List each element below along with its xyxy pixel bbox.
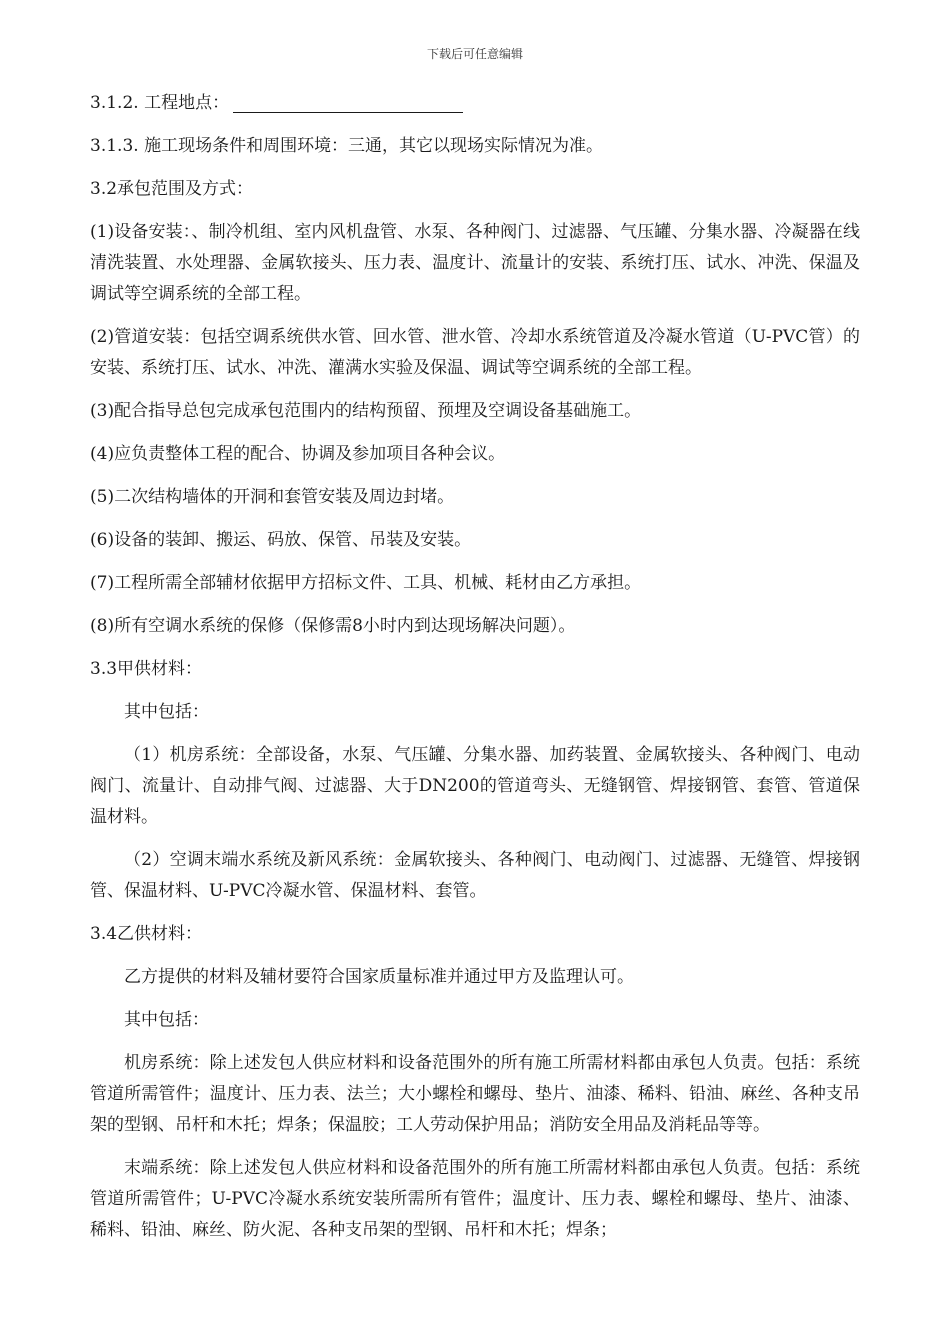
scope-item-2: (2)管道安装：包括空调系统供水管、回水管、泄水管、冷却水系统管道及冷凝水管道（U-PVC管）的安装、系统打压、试水、冲洗、灌满水实验及保温、调试等空调系统的全部工程。 — [90, 327, 860, 378]
scope-item-7: (7)工程所需全部辅材依据甲方招标文件、工具、机械、耗材由乙方承担。 — [90, 573, 642, 593]
scope-item-3: (3)配合指导总包完成承包范围内的结构预留、预埋及空调设备基础施工。 — [90, 401, 642, 421]
contractor-materials-terminal: 末端系统：除上述发包人供应材料和设备范围外的所有施工所需材料都由承包人负责。包括：系统管道所需管件；U-PVC冷凝水系统安装所需所有管件；温度计、压力表、螺栓和螺母、垫片、油漆、稀料、铅油、麻丝、防火泥、各种支吊架的型钢、吊杆和木托；焊条； — [90, 1158, 860, 1240]
owner-materials-item-2: （2）空调末端水系统及新风系统：金属软接头、各种阀门、电动阀门、过滤器、无缝管、焊接钢管、保温材料、U-PVC冷凝水管、保温材料、套管。 — [90, 850, 860, 901]
owner-materials-item-1: （1）机房系统：全部设备，水泵、气压罐、分集水器、加药装置、金属软接头、各种阀门、电动阀门、流量计、自动排气阀、过滤器、大于DN200的管道弯头、无缝钢管、焊接钢管、套管、管道保温材料。 — [90, 745, 860, 827]
contractor-materials-machine-room: 机房系统：除上述发包人供应材料和设备范围外的所有施工所需材料都由承包人负责。包括：系统管道所需管件；温度计、压力表、法兰；大小螺栓和螺母、垫片、油漆、稀料、铅油、麻丝、各种支吊架的型钢、吊杆和木托；焊条；保温胶；工人劳动保护用品；消防安全用品及消耗品等等。 — [90, 1053, 860, 1135]
owner-materials-intro: 其中包括： — [124, 702, 209, 722]
section-heading-owner-materials: 3.3甲供材料： — [90, 659, 203, 679]
scope-item-5: (5)二次结构墙体的开洞和套管安装及周边封堵。 — [90, 487, 455, 507]
section-heading-contractor-materials: 3.4乙供材料： — [90, 924, 203, 944]
page-header: 下载后可任意编辑 — [426, 47, 523, 61]
scope-item-6: (6)设备的装卸、搬运、码放、保管、吊装及安装。 — [90, 530, 472, 550]
document-body — [90, 88, 860, 1258]
section-heading-scope: 3.2承包范围及方式： — [90, 179, 254, 199]
paragraph-project-location — [90, 88, 860, 119]
project-location-blank — [233, 92, 463, 113]
scope-item-1: (1)设备安装：、制冷机组、室内风机盘管、水泵、各种阀门、过滤器、气压罐、分集水器、冷凝器在线清洗装置、水处理器、金属软接头、压力表、温度计、流量计的安装、系统打压、试水、冲洗、保温及调试等空调系统的全部工程。 — [90, 222, 860, 304]
contractor-materials-requirement: 乙方提供的材料及辅材要符合国家质量标准并通过甲方及监理认可。 — [124, 967, 634, 987]
paragraph-site-conditions: 3.1.3. 施工现场条件和周围环境：三通，其它以现场实际情况为准。 — [90, 136, 604, 156]
scope-item-8: (8)所有空调水系统的保修（保修需8小时内到达现场解决问题）。 — [90, 616, 576, 636]
contractor-materials-intro: 其中包括： — [124, 1010, 209, 1030]
project-location-label: 3.1.2. 工程地点： — [90, 93, 230, 113]
scope-item-4: (4)应负责整体工程的配合、协调及参加项目各种会议。 — [90, 444, 506, 464]
